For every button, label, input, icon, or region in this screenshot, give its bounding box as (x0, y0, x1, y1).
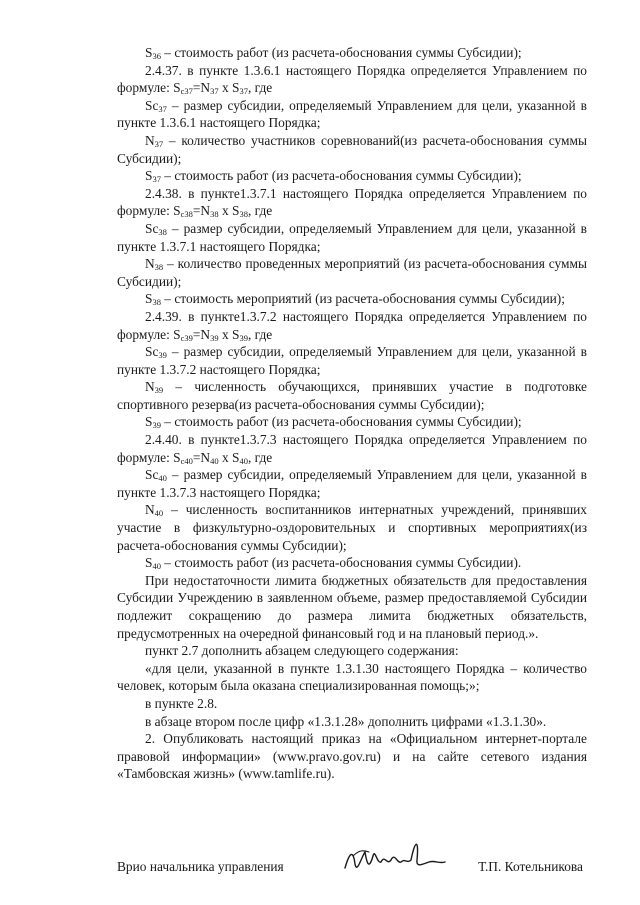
document-body (117, 44, 587, 783)
text-run: х S (218, 449, 240, 465)
paragraph (117, 290, 587, 308)
subscript: 39 (158, 350, 167, 361)
text-run: Sс (145, 467, 159, 483)
paragraph (117, 97, 587, 132)
text-run: – размер субсидии, определяемый Управлением для цели, указанной в пункте 1.3.7.2 настоящего Порядка; (117, 344, 587, 377)
signatory-name: Т.П. Котельникова (478, 859, 583, 874)
subscript: 37 (158, 103, 167, 114)
text-run: – численность обучающихся, принявших участие в подготовке спортивного резерва(из расчета-обоснования суммы Субсидии); (117, 379, 587, 412)
text-run: в абзаце втором после цифр «1.3.1.28» дополнить цифрами «1.3.1.30». (145, 713, 547, 729)
text-run: S (145, 291, 153, 307)
text-run: =N (192, 203, 211, 219)
paragraph (117, 554, 587, 572)
paragraph (117, 44, 587, 62)
paragraph (117, 466, 587, 501)
text-run: – стоимость работ (из расчета-обоснования суммы Субсидии); (160, 168, 522, 184)
subscript: с39 (180, 332, 193, 343)
text-run: N (145, 379, 155, 395)
text-run: – стоимость работ (из расчета-обоснования суммы Субсидии); (160, 45, 522, 60)
subscript: 37 (210, 86, 219, 97)
text-run: – стоимость работ (из расчета-обоснования суммы Субсидии). (160, 555, 522, 571)
paragraph (117, 62, 587, 97)
text-run: При недостаточности лимита бюджетных обязательств для предоставления Субсидии Учреждению в заявленном объеме, размер предоставляемой Субсидии подлежит сокращению до размера лимита бюджетных обязательств, предусмотренных на очередной финансовый год и на плановый период.». (117, 572, 587, 641)
text-run: , где (247, 326, 273, 342)
subscript: 40 (152, 561, 161, 572)
text-run: «для цели, указанной в пункте 1.3.1.30 настоящего Порядка – количество человек, которым была оказана специализированная помощь;»; (117, 660, 587, 694)
signature-block (117, 844, 587, 874)
paragraph (117, 132, 587, 167)
paragraph (117, 642, 587, 660)
text-run: 2.4.37. в пункте 1.3.6.1 настоящего Порядка определяется Управлением по формуле: S (117, 62, 587, 96)
handwritten-signature (339, 834, 449, 880)
paragraph (117, 343, 587, 378)
text-run: – размер субсидии, определяемый Управлением для цели, указанной в пункте 1.3.7.1 настоящего Порядка; (117, 220, 587, 254)
subscript: 38 (154, 262, 164, 273)
text-run: S (145, 45, 153, 60)
subscript: 38 (210, 209, 219, 220)
text-run: 2. Опубликовать настоящий приказ на «Официальном интернет-портале правовой информации» (www.pravo.gov.ru) и на сайте сетевого издания «Тамбовская жизнь» (www.tamlife.ru). (117, 731, 587, 782)
subscript: 37 (239, 86, 248, 97)
text-run: – количество участников соревнований(из расчета-обоснования суммы Субсидии); (117, 132, 587, 166)
signatory-role: Врио начальника управления (117, 859, 284, 874)
text-run: х S (218, 203, 240, 219)
subscript: 38 (239, 209, 248, 220)
subscript: 39 (239, 332, 248, 343)
paragraph (117, 713, 587, 731)
text-run: 2.4.38. в пункте1.3.7.1 настоящего Порядка определяется Управлением по формуле: S (117, 185, 587, 219)
subscript: 40 (158, 473, 167, 484)
paragraph (117, 501, 587, 554)
subscript: 39 (210, 332, 219, 343)
text-run: N (145, 256, 155, 272)
subscript: с38 (180, 209, 193, 220)
text-run: , где (247, 449, 273, 465)
subscript: 40 (154, 508, 164, 519)
text-run: =N (192, 449, 211, 465)
text-run: S (145, 168, 153, 184)
text-run: х S (218, 80, 240, 96)
text-run: N (145, 502, 155, 518)
text-run: – стоимость работ (из расчета-обоснования суммы Субсидии); (160, 414, 522, 430)
subscript: 37 (152, 174, 161, 185)
paragraph (117, 660, 587, 695)
text-run: 2.4.40. в пункте1.3.7.3 настоящего Порядка определяется Управлением по формуле: S (117, 432, 587, 465)
text-run: N (145, 132, 155, 148)
text-run: – размер субсидии, определяемый Управлением для цели, указанной в пункте 1.3.7.3 настоящего Порядка; (117, 467, 587, 500)
text-run: Sс (145, 220, 159, 236)
paragraph (117, 431, 587, 466)
text-run: , где (247, 203, 273, 219)
paragraph (117, 167, 587, 185)
paragraph (117, 308, 587, 343)
paragraph (117, 413, 587, 431)
text-run: =N (192, 80, 211, 96)
text-run: Sс (145, 97, 159, 113)
subscript: 37 (154, 138, 164, 149)
text-run: в пункте 2.8. (145, 695, 218, 711)
text-run: пункт 2.7 дополнить абзацем следующего содержания: (145, 643, 459, 659)
subscript: 36 (152, 51, 161, 61)
paragraph (117, 730, 587, 783)
text-run: – стоимость мероприятий (из расчета-обоснования суммы Субсидии); (160, 291, 565, 307)
text-run: =N (192, 326, 211, 342)
paragraph (117, 220, 587, 255)
text-run: S (145, 555, 153, 571)
paragraph (117, 255, 587, 290)
subscript: 39 (154, 385, 164, 396)
text-run: , где (247, 80, 273, 96)
text-run: Sс (145, 344, 159, 360)
subscript: с37 (180, 86, 193, 97)
subscript: 40 (239, 455, 248, 466)
text-run: х S (218, 326, 240, 342)
text-run: 2.4.39. в пункте1.3.7.2 настоящего Порядка определяется Управлением по формуле: S (117, 308, 587, 342)
paragraph (117, 185, 587, 220)
subscript: 38 (152, 297, 161, 308)
paragraph (117, 695, 587, 713)
text-run: – численность воспитанников интернатных учреждений, принявших участие в физкультурно-оздоровительных и спортивных мероприятиях(из расчета-обоснования суммы Субсидии); (117, 502, 587, 553)
paragraph (117, 572, 587, 642)
text-run: S (145, 414, 153, 430)
text-run: – количество проведенных мероприятий (из расчета-обоснования суммы Субсидии); (117, 256, 587, 289)
text-run: – размер субсидии, определяемый Управлением для цели, указанной в пункте 1.3.6.1 настоящего Порядка; (117, 97, 587, 131)
subscript: с40 (180, 455, 193, 466)
subscript: 40 (210, 455, 219, 466)
subscript: 38 (158, 226, 167, 237)
subscript: 39 (152, 420, 161, 431)
paragraph (117, 378, 587, 413)
